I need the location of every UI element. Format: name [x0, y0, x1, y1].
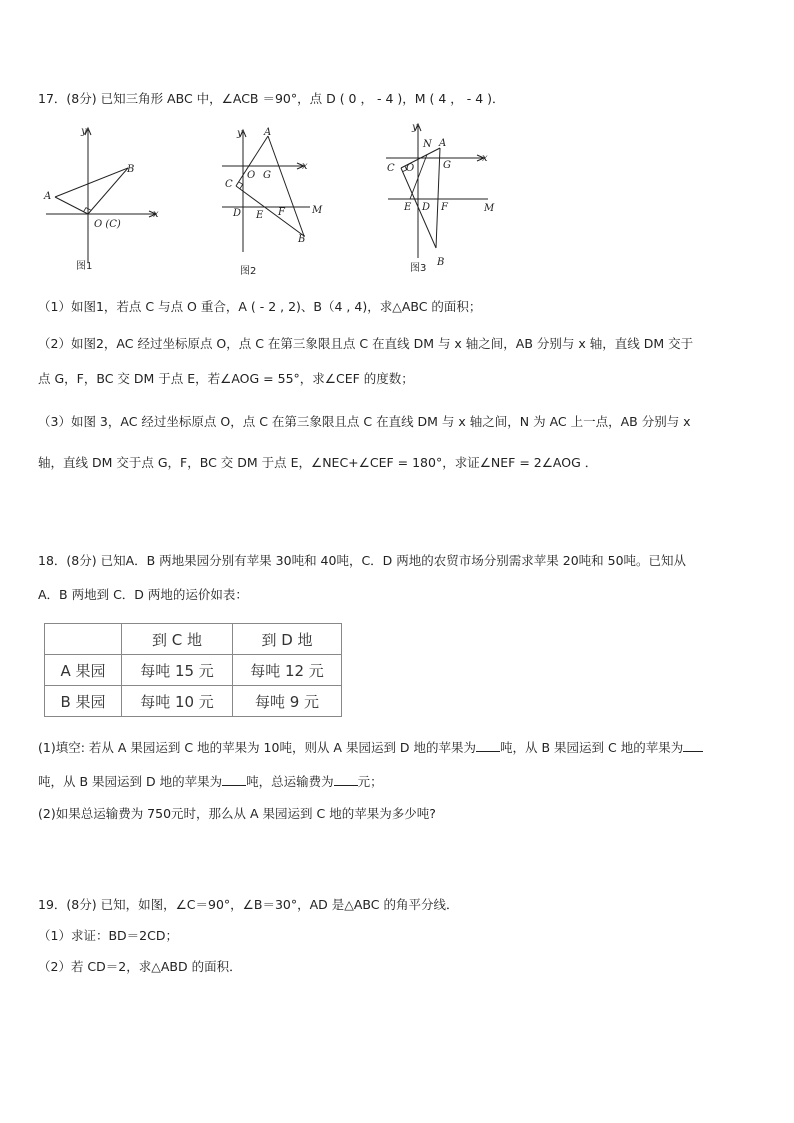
answer-blank[interactable]	[222, 774, 246, 786]
fig2-x-label: x	[302, 161, 308, 172]
q18-part1-text: 吨，总运输费为	[246, 774, 334, 789]
answer-blank[interactable]	[476, 740, 500, 752]
q18-stem-line2: A．B 两地到 C．D 两地的运价如表：	[38, 587, 248, 602]
fig3-point-b: B	[437, 257, 445, 268]
freight-rate-table	[44, 623, 342, 717]
figure-3	[384, 118, 499, 278]
fig3-point-e: E	[404, 202, 412, 213]
q17-part2-line2: 点 G，F，BC 交 DM 于点 E，若∠AOG = 55°，求∠CEF 的度数；	[38, 371, 414, 386]
fig3-point-f: F	[441, 202, 448, 213]
q18-part2: (2)如果总运输费为 750元时，那么从 A 果园运到 C 地的苹果为多少吨?	[38, 806, 436, 821]
fig2-point-e: E	[256, 210, 264, 221]
fig1-x-label: x	[153, 209, 159, 220]
fig3-point-d: D	[422, 202, 431, 213]
figure-2	[218, 124, 338, 279]
fig3-point-c: C	[387, 163, 395, 174]
table-row	[45, 655, 342, 686]
fig2-point-f: F	[278, 207, 285, 218]
table-cell: 每吨 9 元	[233, 686, 342, 717]
fig1-y-label: y	[81, 126, 87, 137]
table-header-row	[45, 624, 342, 655]
q18-part1-text: 吨，从 B 果园运到 C 地的苹果为	[500, 740, 684, 755]
fig2-point-d: D	[233, 208, 242, 219]
q18-stem-line1: 18．(8分) 已知A．B 两地果园分别有苹果 30吨和 40吨，C．D 两地的农贸市场分别需求苹果 20吨和 50吨。已知从	[38, 553, 687, 568]
fig1-caption: 图1	[76, 261, 93, 272]
q19-part2: （2）若 CD＝2，求△ABD 的面积．	[38, 959, 242, 974]
answer-blank[interactable]	[683, 740, 703, 752]
q18-part1-text: 元；	[357, 774, 383, 789]
q18-part1-text: 吨，从 B 果园运到 D 地的苹果为	[38, 774, 223, 789]
fig3-caption: 图3	[410, 263, 427, 274]
table-cell: A 果园	[45, 655, 122, 686]
fig3-point-m: M	[484, 203, 495, 214]
table-header-cell	[45, 624, 122, 655]
table-cell: 每吨 10 元	[122, 686, 233, 717]
fig2-point-c: C	[225, 179, 233, 190]
table-header-cell: 到 D 地	[233, 624, 342, 655]
q19-part1: （1）求证：BD＝2CD；	[38, 928, 178, 943]
fig2-point-a: A	[264, 127, 272, 138]
fig2-point-m: M	[312, 205, 323, 216]
q19-stem: 19．(8分) 已知，如图，∠C＝90°，∠B＝30°，AD 是△ABC 的角平分线．	[38, 897, 459, 912]
table-cell: 每吨 15 元	[122, 655, 233, 686]
table-header-cell: 到 C 地	[122, 624, 233, 655]
fig3-point-n: N	[423, 139, 432, 150]
q18-part1-text: (1)填空: 若从 A 果园运到 C 地的苹果为 10吨，则从 A 果园运到 D 地的苹果为	[38, 740, 477, 755]
q17-part2-line1: （2）如图2，AC 经过坐标原点 O，点 C 在第三象限且点 C 在直线 DM 与 x 轴之间，AB 分别与 x 轴，直线 DM 交于	[38, 336, 694, 351]
fig2-point-o: O	[247, 170, 256, 181]
fig3-x-label: x	[482, 153, 488, 164]
q17-part3-line1: （3）如图 3，AC 经过坐标原点 O，点 C 在第三象限且点 C 在直线 DM 与 x 轴之间，N 为 AC 上一点，AB 分别与 x	[38, 414, 691, 429]
fig1-point-a: A	[44, 191, 52, 202]
table-cell: 每吨 12 元	[233, 655, 342, 686]
q17-part1: （1）如图1，若点 C 与点 O 重合，A ( - 2 , 2)、B（4 , 4)，求△ABC 的面积；	[38, 299, 482, 314]
table-cell: B 果园	[45, 686, 122, 717]
fig3-point-o: O	[406, 163, 415, 174]
fig1-point-o: O (C)	[94, 219, 121, 230]
answer-blank[interactable]	[334, 774, 358, 786]
q18-part1-line1	[38, 738, 703, 756]
fig1-point-b: B	[127, 164, 135, 175]
q18-part1-line2	[38, 772, 383, 790]
figure-1	[40, 122, 170, 277]
fig2-caption: 图2	[240, 266, 257, 277]
fig3-point-g: G	[443, 160, 451, 171]
table-row	[45, 686, 342, 717]
fig2-point-g: G	[263, 170, 271, 181]
fig3-point-a: A	[439, 138, 447, 149]
fig2-point-b: B	[298, 234, 306, 245]
fig2-y-label: y	[237, 128, 243, 139]
q17-stem: 17．(8分) 已知三角形 ABC 中，∠ACB ＝90°，点 D ( 0 ， - 4 )，M ( 4 ， - 4 )．	[38, 91, 505, 106]
q17-part3-line2: 轴，直线 DM 交于点 G，F，BC 交 DM 于点 E，∠NEC+∠CEF = 180°，求证∠NEF = 2∠AOG ．	[38, 455, 598, 470]
fig3-y-label: y	[412, 122, 418, 133]
